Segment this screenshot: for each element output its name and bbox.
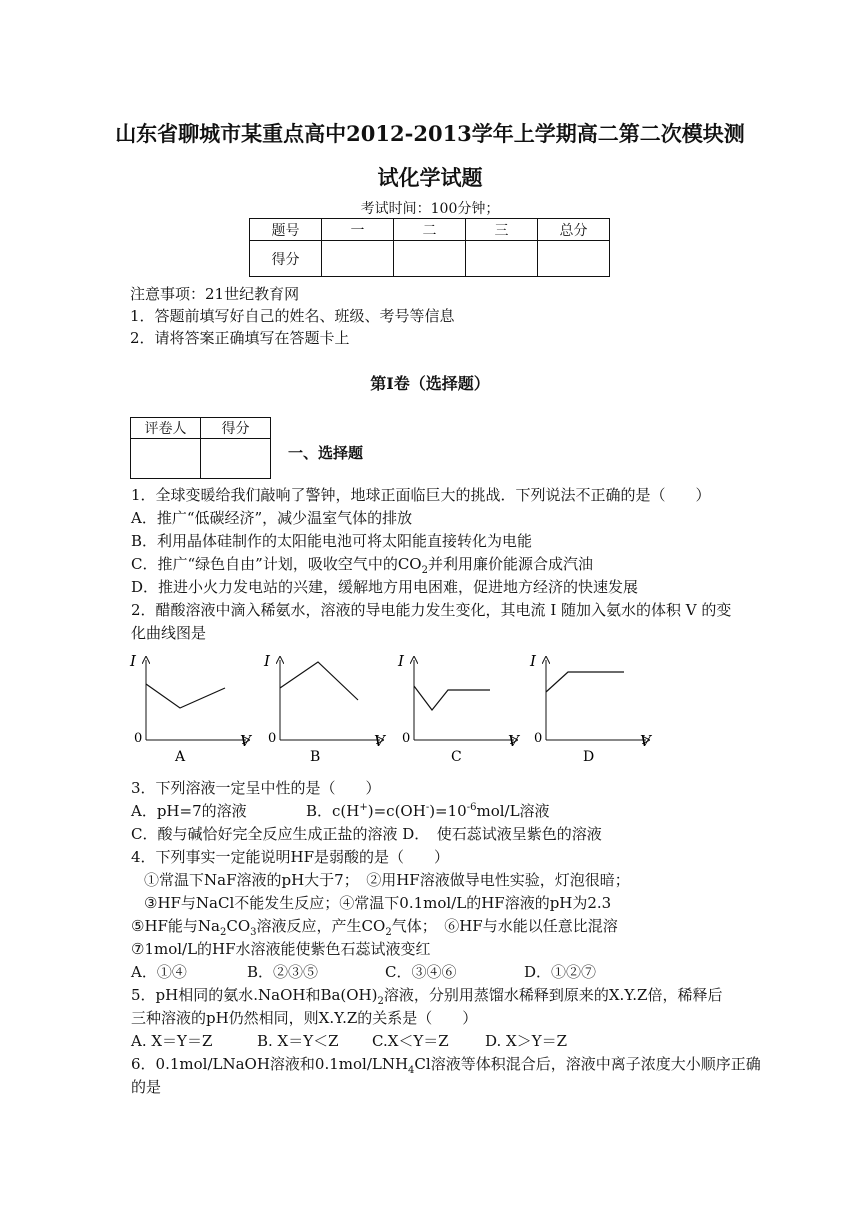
score-table (249, 218, 610, 277)
notes-item: 2．请将答案正确填写在答题卡上 (130, 329, 350, 347)
option-a: A．pH=7的溶液 (131, 802, 247, 820)
option-b: B．$c(H^+)=c(OH^-)=10^{-6}mol/L$溶液 (306, 802, 550, 820)
question-stem: 5．pH相同的氨水.NaOH和$Ba(OH)_2$溶液，分别用蒸馏水稀释到原来的X.Y.Z倍，稀释后 (131, 986, 723, 1007)
y-axis-label: I (530, 652, 536, 670)
graph-c (397, 652, 521, 765)
score-cell[interactable] (322, 241, 394, 277)
option-b: B．利用晶体硅制作的太阳能电池可将太阳能直接转化为电能 (131, 532, 533, 550)
grader-header-cell: 评卷人 (131, 418, 201, 439)
y-axis-label: I (264, 652, 270, 670)
grader-table (130, 417, 271, 479)
graph-label: A (175, 749, 186, 765)
origin-label: 0 (268, 731, 277, 746)
graph-b (263, 652, 387, 765)
statement-line: ⑦1mol/L的HF水溶液能使紫色石蕊试液变红 (131, 940, 431, 958)
statement-line: ⑤HF能与$Na_2CO_3$溶液反应，产生$CO_2$气体； ⑥HF与水能以任意比混溶 (131, 917, 618, 938)
score-header-cell: 一 (322, 219, 394, 241)
option-d: D. X＞Y＝Z (485, 1032, 568, 1050)
x-axis-label: V (374, 732, 385, 750)
section-title: 一、选择题 (288, 444, 364, 462)
notes-item: 1．答题前填写好自己的姓名、班级、考号等信息 (130, 307, 455, 325)
graph-label: B (310, 749, 321, 765)
option-a: A．①④ (131, 963, 187, 981)
exam-time: 考试时间：100分钟； (360, 201, 500, 217)
question-stem: 1．全球变暖给我们敲响了警钟，地球正面临巨大的挑战．下列说法不正确的是（ ） (131, 486, 711, 504)
question-stem-continued: 三种溶液的pH仍然相同，则X.Y.Z的关系是（ ） (131, 1009, 478, 1027)
statement-line: ①常温下NaF溶液的pH大于7； ②用HF溶液做导电性实验，灯泡很暗； (144, 871, 630, 889)
option-b: B. X＝Y＜Z (257, 1032, 339, 1050)
question-stem: 2．醋酸溶液中滴入稀氨水，溶液的导电能力发生变化，其电流 I 随加入氨水的体积 V 的变 (131, 601, 732, 619)
option-d: D．推进小火力发电站的兴建，缓解地方用电困难，促进地方经济的快速发展 (131, 578, 639, 596)
origin-label: 0 (534, 731, 543, 746)
y-axis-label: I (398, 652, 404, 670)
score-header-cell: 二 (394, 219, 466, 241)
score-cell[interactable] (394, 241, 466, 277)
score-header-cell: 三 (466, 219, 538, 241)
option-d: D．①②⑦ (524, 963, 597, 981)
x-axis-label: V (240, 732, 251, 750)
question-stem-continued: 化曲线图是 (131, 624, 207, 642)
score-row-label: 得分 (250, 241, 322, 277)
score-cell[interactable] (466, 241, 538, 277)
graph-d (529, 652, 653, 765)
option-b: B．②③⑤ (247, 963, 319, 981)
grader-cell[interactable] (131, 439, 201, 479)
statement-line: ③HF与NaCl不能发生反应；④常温下0.1mol/L的HF溶液的pH为2.3 (144, 894, 612, 912)
graph-a (129, 652, 253, 765)
part-title: 第Ⅰ卷（选择题） (370, 374, 490, 393)
option-c: C．推广“绿色自由”计划，吸收空气中的$CO_2$并利用廉价能源合成汽油 (131, 555, 593, 576)
graph-label: D (583, 749, 595, 765)
option-c-d: C．酸与碱恰好完全反应生成正盐的溶液 D． 使石蕊试液呈紫色的溶液 (131, 825, 602, 843)
question-stem: 3．下列溶液一定呈中性的是（ ） (131, 779, 381, 797)
option-c: C.X＜Y＝Z (372, 1032, 449, 1050)
question-stem: 6．0.1mol/LNaOH溶液和$0.1mol/LNH_4Cl$溶液等体积混合后，溶液中离子浓度大小顺序正确 (131, 1055, 761, 1076)
curve-a (146, 684, 225, 708)
grader-cell[interactable] (201, 439, 271, 479)
option-a: A．推广“低碳经济”，减少温室气体的排放 (131, 509, 413, 527)
current-volume-graphs (128, 648, 668, 770)
page-title-continued: 试化学试题 (377, 165, 483, 190)
option-c: C．③④⑥ (385, 963, 457, 981)
origin-label: 0 (134, 731, 143, 746)
curve-c (414, 686, 490, 710)
option-a: A. X＝Y＝Z (131, 1032, 213, 1050)
grader-header-cell: 得分 (201, 418, 271, 439)
x-axis-label: V (508, 732, 519, 750)
question-stem: 4．下列事实一定能说明HF是弱酸的是（ ） (131, 848, 450, 866)
x-axis-label: V (640, 732, 651, 750)
score-header-cell: 总分 (538, 219, 610, 241)
question-stem-continued: 的是 (131, 1078, 162, 1096)
score-header-cell: 题号 (250, 219, 322, 241)
origin-label: 0 (402, 731, 411, 746)
notes-heading: 注意事项：21世纪教育网 (130, 285, 300, 303)
graph-label: C (451, 749, 462, 765)
curve-d (546, 672, 624, 692)
score-cell[interactable] (538, 241, 610, 277)
page-title: 山东省聊城市某重点高中2012-2013学年上学期高二第二次模块测 (115, 121, 745, 146)
curve-b (280, 662, 358, 700)
y-axis-label: I (130, 652, 136, 670)
